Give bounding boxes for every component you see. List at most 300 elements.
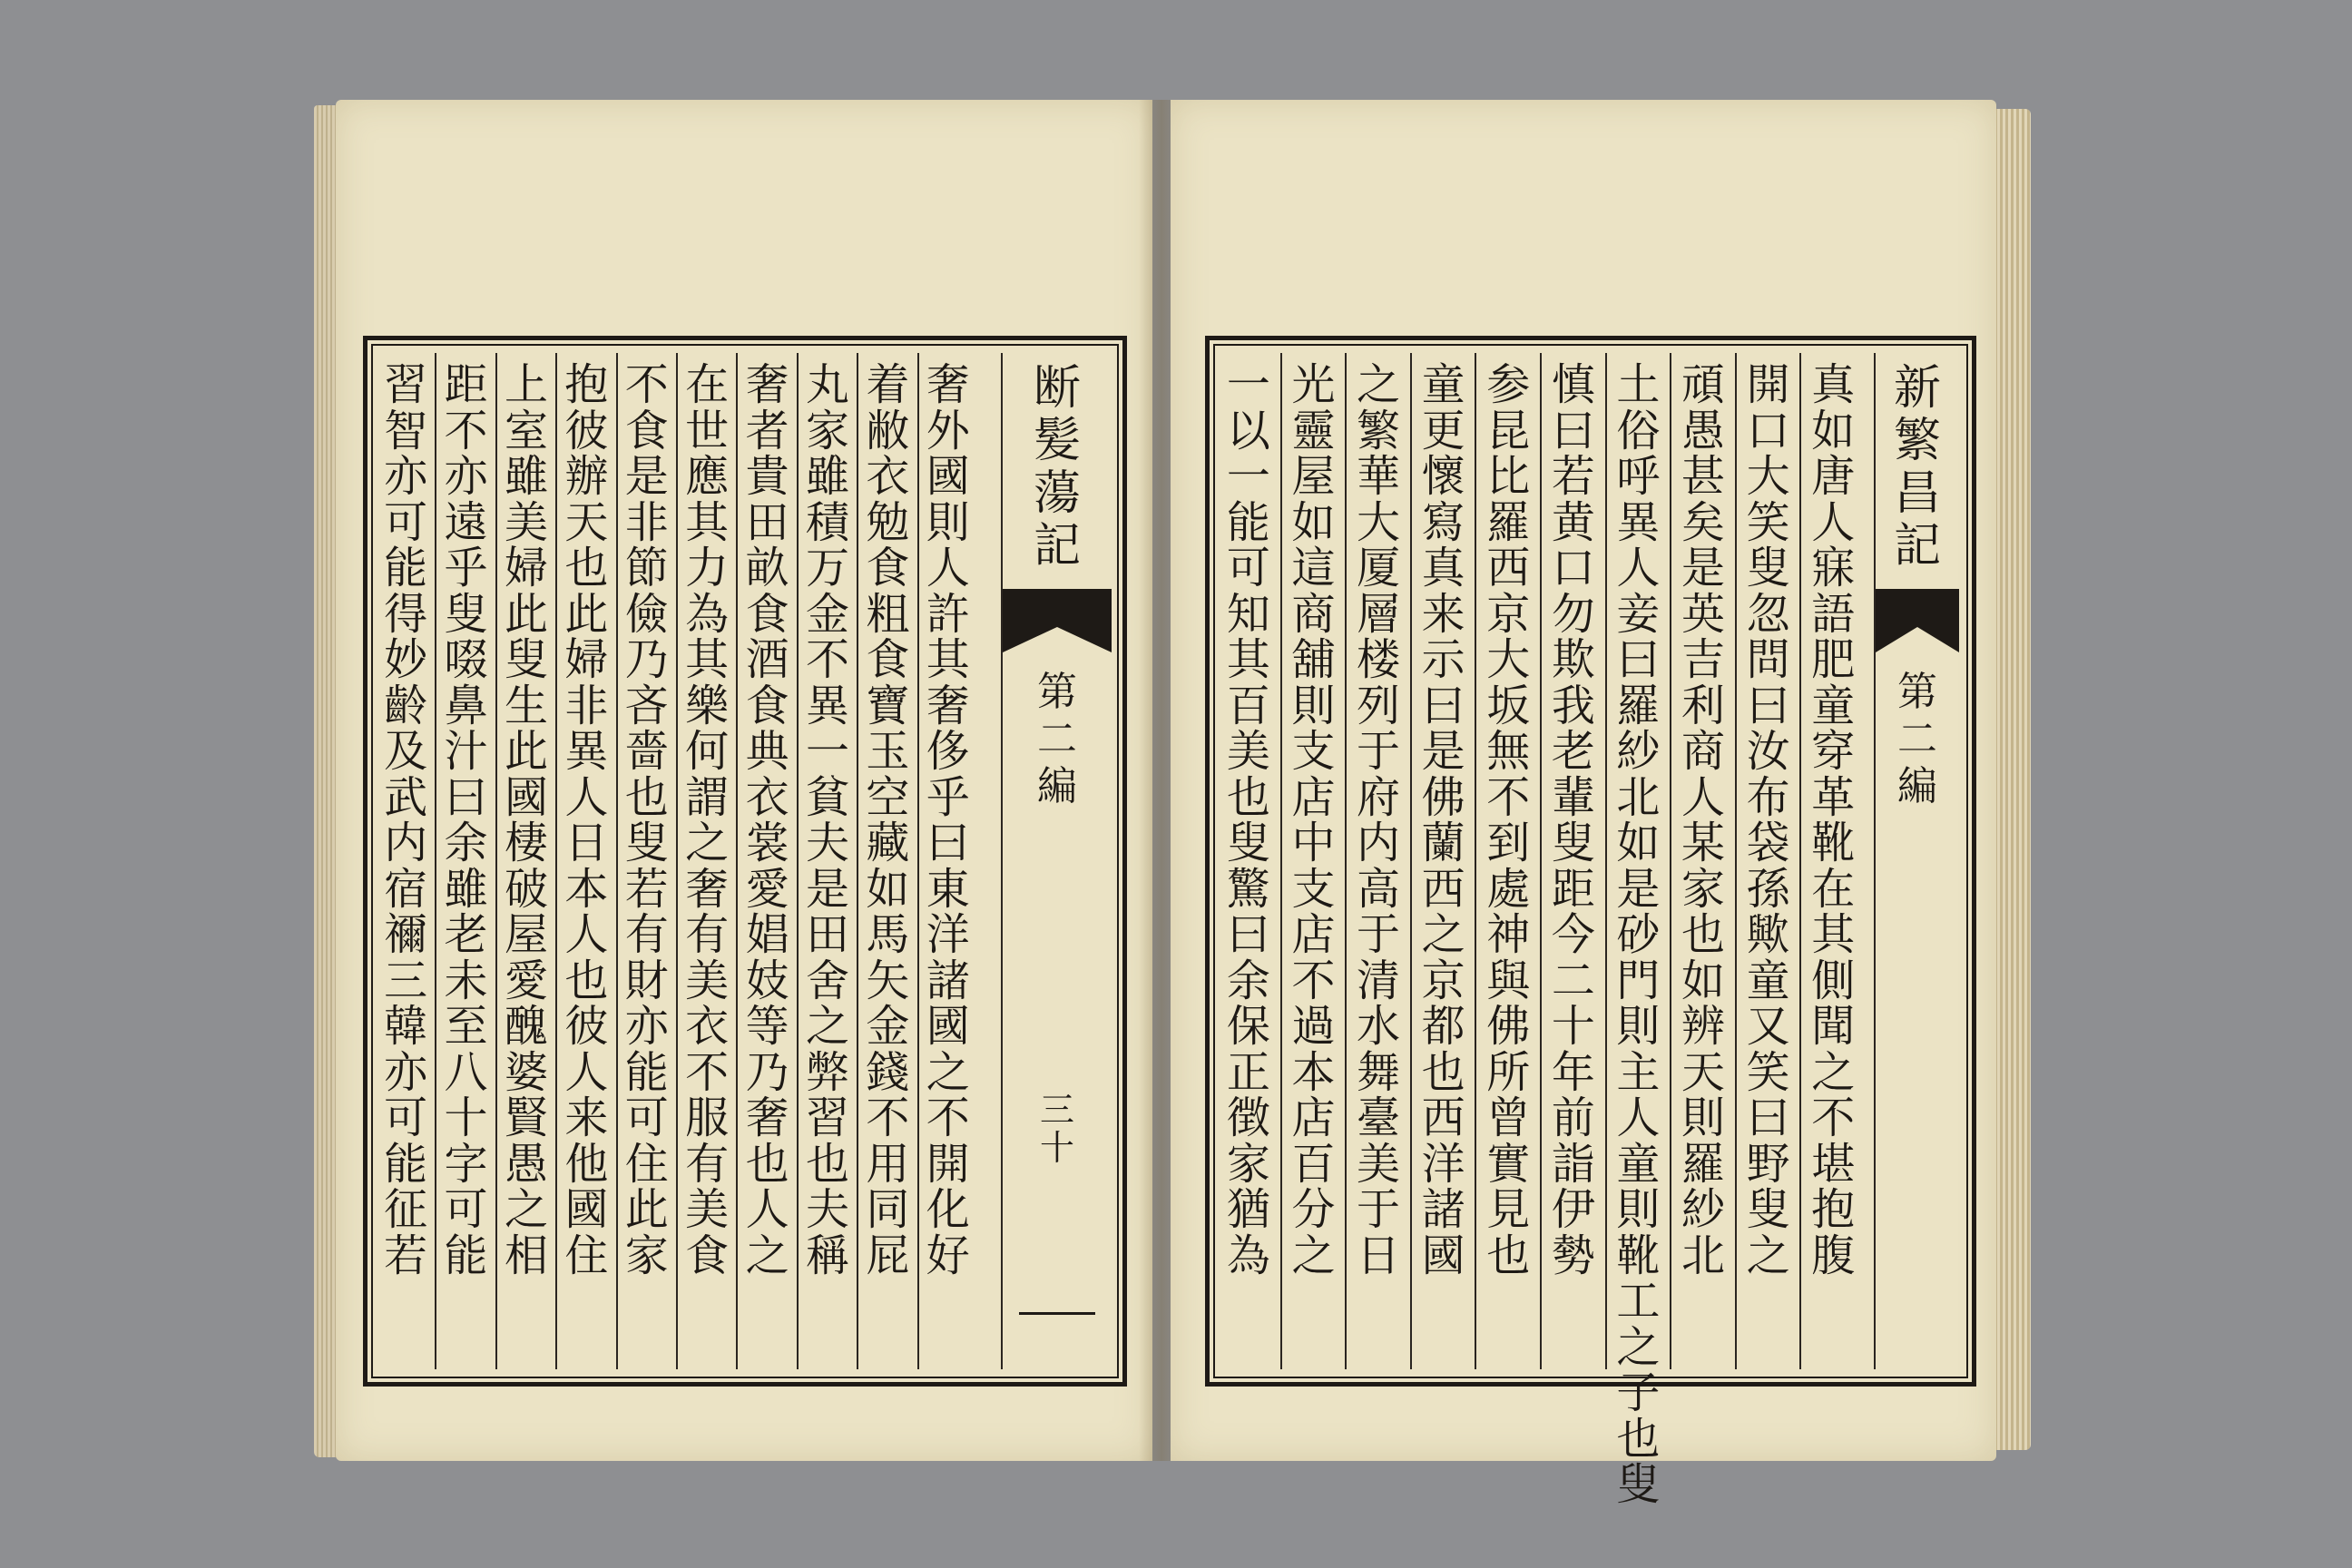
glyph: 矣 bbox=[1681, 496, 1726, 548]
glyph: 可 bbox=[384, 496, 428, 548]
glyph: 棲 bbox=[504, 818, 548, 868]
glyph: 食 bbox=[624, 405, 669, 456]
glyph: 財 bbox=[624, 955, 669, 1006]
glyph: 老 bbox=[444, 909, 488, 960]
glyph: 若 bbox=[624, 863, 669, 915]
glyph: 及 bbox=[384, 726, 428, 777]
glyph: 國 bbox=[1421, 1230, 1465, 1281]
glyph: 布 bbox=[1746, 771, 1790, 823]
glyph: 乃 bbox=[745, 1046, 789, 1098]
glyph: 百 bbox=[1291, 1138, 1336, 1190]
glyph: 錢 bbox=[866, 1046, 910, 1098]
glyph: 食 bbox=[866, 543, 910, 593]
glyph: 呼 bbox=[1616, 451, 1661, 502]
glyph: 子 bbox=[1616, 1367, 1661, 1418]
glyph: 齡 bbox=[384, 680, 428, 731]
glyph: 娼 bbox=[745, 909, 789, 960]
glyph: 寫 bbox=[1421, 496, 1465, 548]
glyph: 則 bbox=[1616, 1001, 1661, 1052]
glyph: 袋 bbox=[1746, 818, 1790, 868]
glyph: 本 bbox=[1291, 1046, 1336, 1098]
glyph: 田 bbox=[805, 909, 849, 960]
glyph: 猶 bbox=[1226, 1184, 1270, 1235]
glyph: 家 bbox=[805, 405, 849, 456]
glyph: 則 bbox=[1291, 680, 1336, 731]
glyph: 乎 bbox=[926, 771, 970, 823]
glyph: 清 bbox=[1357, 955, 1401, 1006]
glyph: 能 bbox=[1226, 496, 1270, 548]
glyph: 啜 bbox=[444, 634, 488, 685]
glyph: 佛 bbox=[1486, 1001, 1531, 1052]
glyph: 舍 bbox=[805, 955, 849, 1006]
glyph: 等 bbox=[745, 1001, 789, 1052]
glyph: 京 bbox=[1421, 955, 1465, 1006]
glyph: 國 bbox=[504, 771, 548, 823]
right-margin-part bbox=[1897, 669, 1937, 810]
glyph: 距 bbox=[444, 359, 488, 410]
glyph: 西 bbox=[1421, 1093, 1465, 1143]
glyph: 口 bbox=[1746, 405, 1790, 456]
glyph: 大 bbox=[1357, 496, 1401, 548]
glyph: 唐 bbox=[1811, 451, 1856, 502]
glyph: 非 bbox=[624, 496, 669, 548]
glyph: 如 bbox=[1616, 818, 1661, 868]
glyph: 藏 bbox=[866, 818, 910, 868]
glyph: 余 bbox=[1226, 955, 1270, 1006]
glyph: 諸 bbox=[1421, 1184, 1465, 1235]
text-column bbox=[857, 353, 916, 1369]
glyph: 又 bbox=[1746, 1001, 1790, 1052]
glyph: 勢 bbox=[1551, 1230, 1595, 1281]
text-column bbox=[1605, 353, 1671, 1510]
glyph: 則 bbox=[1616, 1184, 1661, 1235]
margin-glyph: 十 bbox=[1039, 1128, 1074, 1168]
margin-glyph: 第 bbox=[1897, 669, 1937, 715]
glyph: 不 bbox=[805, 634, 849, 685]
glyph: 則 bbox=[1681, 1093, 1726, 1143]
glyph: 比 bbox=[1486, 451, 1531, 502]
text-column bbox=[495, 353, 555, 1369]
glyph: 汝 bbox=[1746, 726, 1790, 777]
glyph: 叟 bbox=[444, 588, 488, 640]
glyph: 此 bbox=[624, 1184, 669, 1235]
glyph: 支 bbox=[1291, 726, 1336, 777]
margin-glyph: 蕩 bbox=[1033, 466, 1081, 521]
glyph: 野 bbox=[1746, 1138, 1790, 1190]
glyph: 者 bbox=[745, 405, 789, 456]
glyph: 謂 bbox=[685, 771, 730, 823]
glyph: 靴 bbox=[1811, 818, 1856, 868]
text-column bbox=[435, 353, 495, 1369]
glyph: 之 bbox=[805, 1001, 849, 1052]
glyph: 應 bbox=[685, 451, 730, 502]
glyph: 頑 bbox=[1681, 359, 1726, 410]
glyph: 万 bbox=[805, 543, 849, 593]
glyph: 也 bbox=[805, 1138, 849, 1190]
glyph: 裳 bbox=[745, 818, 789, 868]
glyph: 分 bbox=[1291, 1184, 1336, 1235]
glyph: 之 bbox=[1357, 359, 1401, 410]
glyph: 肥 bbox=[1811, 634, 1856, 685]
glyph: 愛 bbox=[504, 955, 548, 1006]
text-column bbox=[555, 353, 615, 1369]
glyph: 馬 bbox=[866, 909, 910, 960]
glyph: 用 bbox=[866, 1138, 910, 1190]
glyph: 人 bbox=[1616, 1093, 1661, 1143]
glyph: 典 bbox=[745, 726, 789, 777]
glyph: 金 bbox=[866, 1001, 910, 1052]
glyph: 在 bbox=[1811, 863, 1856, 915]
glyph: 他 bbox=[564, 1138, 609, 1190]
glyph: 屁 bbox=[866, 1230, 910, 1281]
glyph: 處 bbox=[1486, 863, 1531, 915]
glyph: 是 bbox=[1421, 726, 1465, 777]
glyph: 于 bbox=[1357, 726, 1401, 777]
glyph: 砂 bbox=[1616, 909, 1661, 960]
glyph: 水 bbox=[1357, 1001, 1401, 1052]
glyph: 内 bbox=[384, 818, 428, 868]
glyph: 嗇 bbox=[624, 726, 669, 777]
glyph: 吉 bbox=[1681, 634, 1726, 685]
glyph: 能 bbox=[624, 1046, 669, 1098]
glyph: 洋 bbox=[1421, 1138, 1465, 1190]
glyph: 曰 bbox=[1746, 1093, 1790, 1143]
glyph: 習 bbox=[384, 359, 428, 410]
glyph: 以 bbox=[1226, 405, 1270, 456]
glyph: 語 bbox=[1811, 588, 1856, 640]
glyph: 也 bbox=[1486, 1230, 1531, 1281]
glyph: 生 bbox=[504, 680, 548, 731]
glyph: 不 bbox=[1291, 955, 1336, 1006]
glyph: 懷 bbox=[1421, 451, 1465, 502]
glyph: 腹 bbox=[1811, 1230, 1856, 1281]
glyph: 厦 bbox=[1357, 543, 1401, 593]
glyph: 不 bbox=[624, 359, 669, 410]
glyph: 門 bbox=[1616, 955, 1661, 1006]
text-column bbox=[377, 353, 435, 1369]
glyph: 非 bbox=[564, 680, 609, 731]
glyph: 抱 bbox=[1811, 1184, 1856, 1235]
glyph: 與 bbox=[1486, 955, 1531, 1006]
glyph: 光 bbox=[1291, 359, 1336, 410]
glyph: 服 bbox=[685, 1093, 730, 1143]
glyph: 習 bbox=[805, 1093, 849, 1143]
glyph: 洋 bbox=[926, 909, 970, 960]
glyph: 乃 bbox=[624, 634, 669, 685]
glyph: 層 bbox=[1357, 588, 1401, 640]
margin-glyph: 二 bbox=[1037, 716, 1077, 762]
glyph: 舖 bbox=[1291, 634, 1336, 685]
glyph: 鼻 bbox=[444, 680, 488, 731]
glyph: 屋 bbox=[1291, 451, 1336, 502]
glyph: 俗 bbox=[1616, 405, 1661, 456]
glyph: 聞 bbox=[1811, 1001, 1856, 1052]
glyph: 坂 bbox=[1486, 680, 1531, 731]
glyph: 其 bbox=[685, 634, 730, 685]
glyph: 同 bbox=[866, 1184, 910, 1235]
glyph: 都 bbox=[1421, 1001, 1465, 1052]
text-column bbox=[1345, 353, 1410, 1369]
glyph: 力 bbox=[685, 543, 730, 593]
glyph: 如 bbox=[1291, 496, 1336, 548]
glyph: 也 bbox=[1616, 1413, 1661, 1465]
glyph: 愚 bbox=[504, 1138, 548, 1190]
glyph: 遠 bbox=[444, 496, 488, 548]
glyph: 某 bbox=[1681, 818, 1726, 868]
glyph: 亦 bbox=[384, 451, 428, 502]
page-number bbox=[1040, 1091, 1074, 1167]
glyph: 貧 bbox=[805, 771, 849, 823]
glyph: 老 bbox=[1551, 726, 1595, 777]
glyph: 夫 bbox=[805, 1184, 849, 1235]
glyph: 乎 bbox=[444, 543, 488, 593]
glyph: 節 bbox=[624, 543, 669, 593]
glyph: 土 bbox=[1616, 359, 1661, 410]
glyph: 許 bbox=[926, 588, 970, 640]
glyph: 食 bbox=[866, 634, 910, 685]
glyph: 婦 bbox=[564, 634, 609, 685]
glyph: 異 bbox=[805, 680, 849, 731]
glyph: 空 bbox=[866, 771, 910, 823]
glyph: 京 bbox=[1486, 588, 1531, 640]
glyph: 黄 bbox=[1551, 496, 1595, 548]
left-page bbox=[336, 100, 1152, 1461]
glyph: 甚 bbox=[1681, 451, 1726, 502]
glyph: 如 bbox=[866, 863, 910, 915]
glyph: 孫 bbox=[1746, 863, 1790, 915]
glyph: 来 bbox=[564, 1093, 609, 1143]
text-column bbox=[616, 353, 676, 1369]
glyph: 不 bbox=[685, 1046, 730, 1098]
glyph: 在 bbox=[685, 359, 730, 410]
text-column bbox=[1799, 353, 1865, 1369]
glyph: 見 bbox=[1486, 1184, 1531, 1235]
glyph: 禰 bbox=[384, 909, 428, 960]
glyph: 此 bbox=[504, 588, 548, 640]
glyph: 之 bbox=[926, 1046, 970, 1098]
glyph: 中 bbox=[1291, 818, 1336, 868]
text-column bbox=[736, 353, 796, 1369]
glyph: 繁 bbox=[1357, 405, 1401, 456]
fishtail-mark bbox=[1003, 589, 1112, 652]
glyph: 童 bbox=[1421, 359, 1465, 410]
glyph: 人 bbox=[564, 771, 609, 823]
glyph: 侈 bbox=[926, 726, 970, 777]
glyph: 有 bbox=[624, 909, 669, 960]
glyph: 其 bbox=[1226, 634, 1270, 685]
left-text-columns bbox=[377, 353, 977, 1369]
glyph: 店 bbox=[1291, 1093, 1336, 1143]
glyph: 可 bbox=[1226, 543, 1270, 593]
left-center-margin bbox=[1001, 353, 1112, 1369]
glyph: 食 bbox=[745, 588, 789, 640]
glyph: 汁 bbox=[444, 726, 488, 777]
glyph: 也 bbox=[1226, 771, 1270, 823]
glyph: 堪 bbox=[1811, 1138, 1856, 1190]
glyph: 高 bbox=[1357, 863, 1401, 915]
glyph: 人 bbox=[564, 1046, 609, 1098]
glyph: 何 bbox=[685, 726, 730, 777]
right-text-columns bbox=[1217, 353, 1865, 1510]
text-column bbox=[1280, 353, 1346, 1369]
glyph: 羅 bbox=[1681, 1138, 1726, 1190]
glyph: 于 bbox=[1357, 1184, 1401, 1235]
glyph: 賢 bbox=[504, 1093, 548, 1143]
text-column bbox=[1735, 353, 1800, 1369]
glyph: 智 bbox=[384, 405, 428, 456]
glyph: 是 bbox=[805, 863, 849, 915]
glyph: 衣 bbox=[685, 1001, 730, 1052]
glyph: 化 bbox=[926, 1184, 970, 1235]
glyph: 也 bbox=[1421, 1046, 1465, 1098]
glyph: 可 bbox=[384, 1093, 428, 1143]
glyph: 有 bbox=[685, 909, 730, 960]
glyph: 距 bbox=[1551, 863, 1595, 915]
right-text-frame bbox=[1205, 336, 1976, 1510]
glyph: 曰 bbox=[1551, 405, 1595, 456]
glyph: 矢 bbox=[866, 955, 910, 1006]
glyph: 于 bbox=[1357, 909, 1401, 960]
glyph: 美 bbox=[685, 955, 730, 1006]
glyph: 叟 bbox=[1616, 1459, 1661, 1510]
glyph: 工 bbox=[1616, 1276, 1661, 1327]
glyph: 食 bbox=[685, 1230, 730, 1281]
glyph: 衣 bbox=[745, 771, 789, 823]
glyph: 不 bbox=[1486, 771, 1531, 823]
glyph: 亦 bbox=[624, 1001, 669, 1052]
glyph: 有 bbox=[685, 1138, 730, 1190]
glyph: 之 bbox=[745, 1230, 789, 1281]
glyph: 曰 bbox=[444, 771, 488, 823]
glyph: 辦 bbox=[564, 451, 609, 502]
glyph: 亦 bbox=[444, 451, 488, 502]
glyph: 一 bbox=[805, 726, 849, 777]
glyph: 十 bbox=[444, 1093, 488, 1143]
margin-glyph: 第 bbox=[1037, 669, 1077, 715]
glyph: 若 bbox=[384, 1230, 428, 1281]
text-column bbox=[1670, 353, 1735, 1369]
glyph: 童 bbox=[1746, 955, 1790, 1006]
glyph: 寐 bbox=[1811, 543, 1856, 593]
glyph: 敝 bbox=[866, 405, 910, 456]
glyph: 我 bbox=[1551, 680, 1595, 731]
glyph: 臺 bbox=[1357, 1093, 1401, 1143]
glyph: 無 bbox=[1486, 726, 1531, 777]
glyph: 人 bbox=[1681, 771, 1726, 823]
glyph: 商 bbox=[1681, 726, 1726, 777]
glyph: 貴 bbox=[745, 451, 789, 502]
glyph: 家 bbox=[624, 1230, 669, 1281]
glyph: 問 bbox=[1746, 634, 1790, 685]
glyph: 彼 bbox=[564, 405, 609, 456]
glyph: 也 bbox=[624, 771, 669, 823]
glyph: 妾 bbox=[1616, 588, 1661, 640]
glyph: 欺 bbox=[1551, 634, 1595, 685]
glyph: 好 bbox=[926, 1230, 970, 1281]
glyph: 美 bbox=[504, 496, 548, 548]
glyph: 雖 bbox=[444, 863, 488, 915]
glyph: 勉 bbox=[866, 496, 910, 548]
glyph: 列 bbox=[1357, 680, 1401, 731]
glyph: 諸 bbox=[926, 955, 970, 1006]
glyph: 亦 bbox=[384, 1046, 428, 1098]
glyph: 寶 bbox=[866, 680, 910, 731]
glyph: 詣 bbox=[1551, 1138, 1595, 1190]
glyph: 至 bbox=[444, 1001, 488, 1052]
glyph: 不 bbox=[866, 1093, 910, 1143]
glyph: 不 bbox=[1811, 1093, 1856, 1143]
margin-rule bbox=[1019, 1312, 1095, 1315]
glyph: 弊 bbox=[805, 1046, 849, 1098]
glyph: 人 bbox=[745, 1184, 789, 1235]
glyph: 家 bbox=[1226, 1138, 1270, 1190]
glyph: 粗 bbox=[866, 588, 910, 640]
glyph: 奢 bbox=[926, 359, 970, 410]
glyph: 可 bbox=[624, 1093, 669, 1143]
glyph: 叟 bbox=[624, 818, 669, 868]
glyph: 革 bbox=[1811, 771, 1856, 823]
glyph: 一 bbox=[1226, 451, 1270, 502]
glyph: 辨 bbox=[1681, 1001, 1726, 1052]
glyph: 衣 bbox=[866, 451, 910, 502]
glyph: 奢 bbox=[745, 1093, 789, 1143]
glyph: 此 bbox=[564, 588, 609, 640]
glyph: 叟 bbox=[504, 634, 548, 685]
glyph: 西 bbox=[1421, 863, 1465, 915]
glyph: 曰 bbox=[926, 818, 970, 868]
glyph: 醜 bbox=[504, 1001, 548, 1052]
glyph: 商 bbox=[1291, 588, 1336, 640]
glyph: 婦 bbox=[504, 543, 548, 593]
glyph: 日 bbox=[1357, 1230, 1401, 1281]
glyph: 愚 bbox=[1681, 405, 1726, 456]
glyph: 徴 bbox=[1226, 1093, 1270, 1143]
right-page bbox=[1171, 100, 1996, 1510]
glyph: 稱 bbox=[805, 1230, 849, 1281]
glyph: 室 bbox=[504, 405, 548, 456]
glyph: 奢 bbox=[685, 863, 730, 915]
glyph: 美 bbox=[685, 1184, 730, 1235]
glyph: 東 bbox=[926, 863, 970, 915]
glyph: 此 bbox=[504, 726, 548, 777]
glyph: 為 bbox=[1226, 1230, 1270, 1281]
glyph: 為 bbox=[685, 588, 730, 640]
glyph: 若 bbox=[1551, 451, 1595, 502]
glyph: 妓 bbox=[745, 955, 789, 1006]
open-book bbox=[299, 89, 2042, 1510]
glyph: 人 bbox=[926, 543, 970, 593]
glyph: 開 bbox=[1746, 359, 1790, 410]
margin-glyph: 編 bbox=[1897, 763, 1937, 809]
glyph: 真 bbox=[1421, 543, 1465, 593]
glyph: 之 bbox=[1746, 1230, 1790, 1281]
glyph: 三 bbox=[384, 955, 428, 1006]
fishtail-mark bbox=[1876, 589, 1959, 652]
glyph: 奢 bbox=[745, 359, 789, 410]
glyph: 八 bbox=[444, 1046, 488, 1098]
glyph: 人 bbox=[1616, 543, 1661, 593]
glyph: 靴 bbox=[1616, 1230, 1661, 1281]
margin-glyph: 髪 bbox=[1033, 414, 1081, 468]
margin-glyph: 昌 bbox=[1893, 466, 1941, 521]
glyph: 彼 bbox=[564, 1001, 609, 1052]
glyph: 歟 bbox=[1746, 909, 1790, 960]
glyph: 童 bbox=[1616, 1138, 1661, 1190]
glyph: 異 bbox=[564, 726, 609, 777]
glyph: 征 bbox=[384, 1184, 428, 1235]
glyph: 曾 bbox=[1486, 1093, 1531, 1143]
glyph: 正 bbox=[1226, 1046, 1270, 1098]
